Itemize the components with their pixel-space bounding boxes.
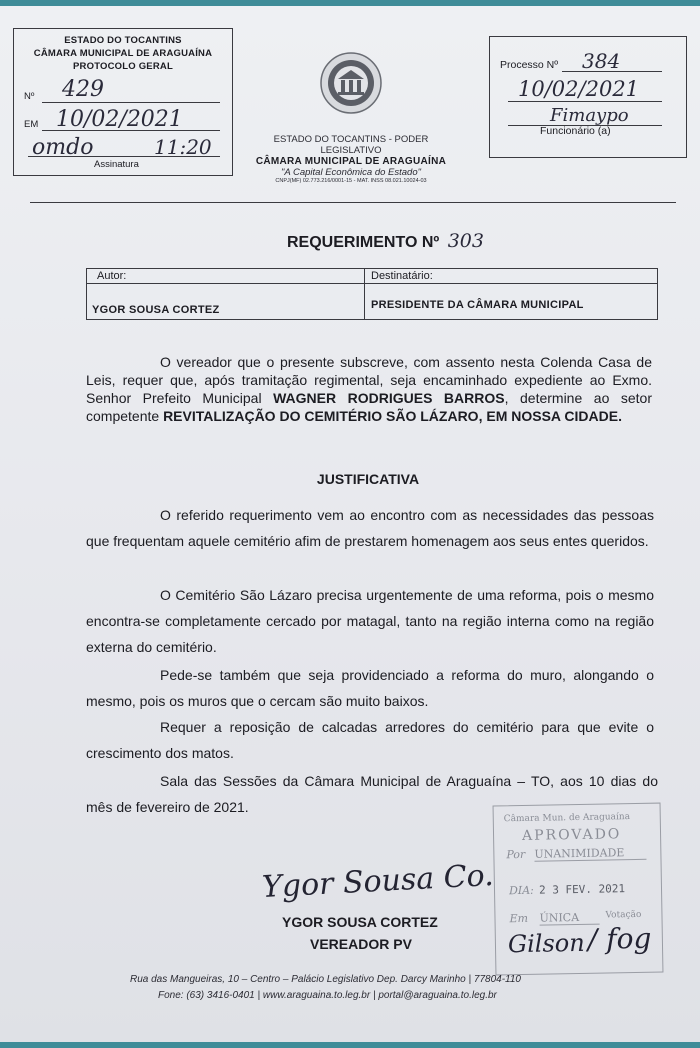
title-number: 303 bbox=[447, 230, 484, 252]
intro-text-1: O vereador que o presente subscreve, com assento nesta Colenda Casa de Leis, requer que, após tramitação regimental, seja encaminhado expediente ao Exmo. Senhor Prefeito Municipal bbox=[86, 354, 652, 406]
process-date: 10/02/2021 bbox=[518, 77, 640, 101]
dest-value: PRESIDENTE DA CÂMARA MUNICIPAL bbox=[371, 299, 584, 311]
intro-mayor: WAGNER RODRIGUES BARROS bbox=[273, 390, 505, 406]
title-prefix: REQUERIMENTO Nº bbox=[287, 234, 440, 251]
header-chamber: CÂMARA MUNICIPAL DE ARAGUAÍNA bbox=[255, 156, 447, 167]
process-role: Funcionário (a) bbox=[540, 125, 611, 137]
header-block bbox=[246, 134, 456, 184]
process-signature: Fimaypo bbox=[550, 105, 629, 126]
dest-label: Destinatário: bbox=[371, 270, 433, 282]
approval-stamp bbox=[493, 803, 664, 976]
stamp-signature-2: / fog bbox=[587, 921, 652, 956]
autor-label: Autor: bbox=[97, 270, 127, 282]
stamp-por-label: Por bbox=[506, 847, 526, 862]
autor-value: YGOR SOUSA CORTEZ bbox=[92, 304, 220, 316]
protocol-box bbox=[13, 28, 233, 176]
protocol-time-value: 11:20 bbox=[154, 135, 212, 159]
process-number: 384 bbox=[582, 49, 621, 73]
stamp-dia-label: DIA: bbox=[508, 883, 534, 898]
header-cnpj: CNPJ(MF) 02.773.216/0001-15 - MAT. INSS 08.021.10024-03 bbox=[275, 178, 427, 184]
stamp-em-label: Em bbox=[509, 911, 529, 926]
protocol-sign-label: Assinatura bbox=[94, 159, 139, 170]
chamber-seal-icon bbox=[320, 52, 382, 114]
footer-address: Rua das Mangueiras, 10 – Centro – Palácio Legislativo Dep. Darcy Marinho | 77804-110 bbox=[130, 974, 521, 985]
header-slogan: "A Capital Econômica do Estado" bbox=[281, 167, 421, 178]
header-line2: LEGISLATIVO bbox=[320, 145, 382, 156]
stamp-por-value: UNANIMIDADE bbox=[534, 846, 646, 862]
justificativa-p4: Requer a reposição de calcadas arredores do cemitério para que evite o crescimento dos matos. bbox=[86, 719, 654, 761]
stamp-dia-value: 2 3 FEV. 2021 bbox=[538, 882, 626, 897]
justificativa-p3: Pede-se também que seja providenciado a reforma do muro, alongando o mesmo, pois os muros que o cercam são muito baixos. bbox=[86, 667, 654, 709]
document-title bbox=[287, 230, 484, 252]
councillor-signature: Ygor Sousa Co. bbox=[261, 857, 495, 906]
signature-name: YGOR SOUSA CORTEZ bbox=[282, 914, 438, 930]
stamp-signature-1: Gilson bbox=[507, 928, 585, 959]
justificativa-p2: O Cemitério São Lázaro precisa urgentemente de uma reforma, pois o mesmo encontra-se completamente cercado por matagal, tanto na região interna como na região externa do cemitério. bbox=[86, 587, 654, 655]
signature-role: VEREADOR PV bbox=[310, 936, 412, 952]
protocol-sign-scribble: omdo bbox=[32, 135, 94, 160]
protocol-num-label: Nº bbox=[24, 91, 35, 102]
stamp-status: APROVADO bbox=[521, 826, 622, 844]
protocol-title: PROTOCOLO GERAL bbox=[73, 61, 173, 72]
stamp-votacao: Votação bbox=[605, 909, 642, 921]
footer-contact: Fone: (63) 3416-0401 | www.araguaina.to.leg.br | portal@araguaina.to.leg.br bbox=[158, 990, 497, 1001]
process-label: Processo Nº bbox=[500, 59, 559, 71]
protocol-chamber: CÂMARA MUNICIPAL DE ARAGUAÍNA bbox=[33, 48, 213, 59]
intro-subject: REVITALIZAÇÃO DO CEMITÉRIO SÃO LÁZARO, EM NOSSA CIDADE. bbox=[163, 408, 622, 424]
intro-paragraph bbox=[86, 353, 652, 425]
justificativa-heading: JUSTIFICATIVA bbox=[316, 471, 420, 487]
stamp-em-value: ÚNICA bbox=[539, 911, 599, 926]
protocol-em-label: EM bbox=[24, 119, 39, 130]
justificativa-p1: O referido requerimento vem ao encontro com as necessidades das pessoas que frequentam aquele cemitério afim de prestarem homenagem aos seus entes queridos. bbox=[86, 507, 654, 549]
header-divider bbox=[30, 202, 676, 203]
protocol-state: ESTADO DO TOCANTINS bbox=[64, 35, 182, 46]
document-page bbox=[0, 6, 700, 1042]
process-box bbox=[489, 36, 687, 158]
parties-table bbox=[86, 268, 658, 320]
protocol-num-value: 429 bbox=[62, 77, 104, 102]
stamp-org: Câmara Mun. de Araguaína bbox=[503, 812, 631, 825]
intro-text-2: , determine ao setor competente bbox=[86, 390, 652, 424]
protocol-date-value: 10/02/2021 bbox=[56, 107, 183, 132]
closing-paragraph: Sala das Sessões da Câmara Municipal de Araguaína – TO, aos 10 dias do mês de fevereiro de 2021. bbox=[86, 773, 658, 815]
header-line1: ESTADO DO TOCANTINS - PODER bbox=[273, 134, 429, 145]
